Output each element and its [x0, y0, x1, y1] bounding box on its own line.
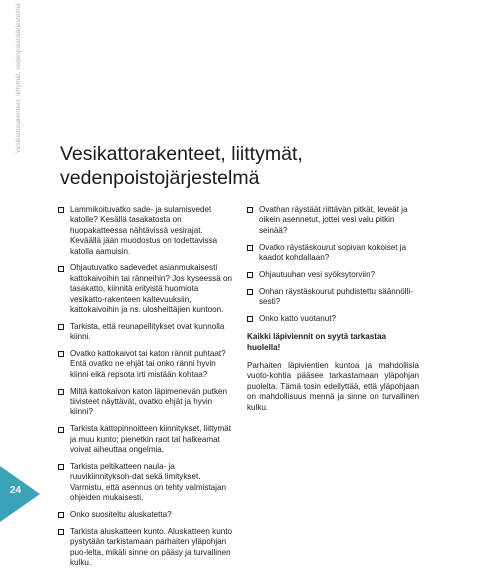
checkbox-icon — [58, 207, 64, 213]
checkbox-icon — [58, 351, 64, 357]
checklist-item-text: Ovathan räystäät riittävän pitkät, leveät ja oikein asennetut, jottei vesi valu pitkin seinää? — [259, 205, 408, 235]
checkbox-icon — [247, 316, 253, 322]
checklist-item — [58, 205, 234, 257]
checklist-item — [58, 462, 234, 504]
checklist-item-text: Ovatko räystäskourut sopivan kokoiset ja kaadot kohdallaan? — [259, 242, 407, 263]
checklist-item — [58, 424, 234, 455]
checklist-item — [58, 527, 234, 569]
page-number: 24 — [10, 485, 22, 496]
checklist-item-text: Ohjautuvatko sadevedet asianmukaisesti kattokaivoihin tai ränneihin? Jos kyseessä on tasakatto, kiinnitä erityistä huomiota vesikatto-rakenteen kaltevuuksiin, kattokaivoihin ja ns. ulosheittäjien kuntoon. — [70, 263, 232, 315]
checklist-item-text: Onhan räystäskourut puhdistettu säännölli-sesti? — [259, 286, 413, 307]
checklist-item-text: Onko suositeltu aluskatetta? — [70, 509, 172, 519]
checklist-item — [247, 243, 419, 264]
checkbox-icon — [58, 324, 64, 330]
checkbox-icon — [58, 512, 64, 518]
checkbox-icon — [247, 245, 253, 251]
checklist-item — [58, 263, 234, 315]
checklist-item-text: Tarkista peltikatteen naula- ja ruuvikiinnityksoh-dat sekä limitykset. Varmistu, että asennus on tehty valmistajan ohjeiden mukaisesti. — [70, 461, 226, 503]
running-header-vertical: Vesikattorakenteet, liittymät, vedenpoistojärjestelmä — [15, 3, 22, 153]
checkbox-icon — [58, 529, 64, 535]
checklist-item — [58, 510, 234, 520]
checklist-item — [247, 314, 419, 324]
checkbox-icon — [58, 266, 64, 272]
checkbox-icon — [58, 389, 64, 395]
checklist-item-text: Tarkista, että reunapellitykset ovat kunnolla kiinni. — [70, 321, 225, 342]
checklist-item-text: Miltä kattokaivon katon läpimenevän putken tiivisteet näyttävät, ovatko ehjät ja hyvin kiinni? — [70, 386, 228, 417]
checklist-item — [247, 287, 419, 308]
page-title — [60, 142, 400, 190]
checkbox-icon — [247, 207, 253, 213]
checklist-item-text: Tarkista kattopinnoitteen kiinnitykset, liittymät ja muu kunto; pienetkin raot tai halkeamat voivat aiheuttaa ongelmia. — [70, 424, 232, 455]
checkbox-icon — [247, 289, 253, 295]
checkbox-icon — [58, 427, 64, 433]
checklist-left-column — [58, 205, 234, 575]
checkbox-icon — [247, 272, 253, 278]
checklist-item-text: Ohjautuuhan vesi syöksytorviin? — [259, 269, 376, 279]
checklist-item — [247, 270, 419, 280]
bold-note: Kaikki läpiviennit on syytä tarkastaa huolella! — [247, 332, 387, 352]
checklist-item — [247, 205, 419, 236]
checklist-item — [58, 322, 234, 343]
body-paragraph: Parhaiten läpivientien kuntoa ja mahdollisia vuoto-kohtia pääsee tarkastamaan yläpohjan puolelta. Tämä tosin edellyttää, että yläpohjaan on mahdollisuus mennä ja sinne on turvallinen kulku. — [247, 361, 419, 412]
checklist-right-column — [247, 205, 419, 413]
title-line-1: Vesikattorakenteet, liittymät, — [60, 143, 303, 165]
checklist-item — [58, 349, 234, 380]
checkbox-icon — [58, 464, 64, 470]
checklist-item-text: Tarkista aluskatteen kunto. Aluskatteen kunto pystytään tarkistamaan parhaiten yläpohjan puo-lelta, mikäli sinne on pääsy ja turvallinen kulku. — [70, 526, 232, 567]
checklist-item-text: Onko katto vuotanut? — [259, 313, 336, 323]
checklist-item-text: Ovatko kattokaivot tai katon rännit puhtaat? Entä ovatko ne ehjät tai onko ränni hyvin kiinni eikä repsota irti mistään kohtaa? — [70, 349, 226, 379]
checklist-item-text: Lammikoituvatko sade- ja sulamisvedet katolle? Kesällä tasakatosta on huopakatteessa nähtävissä vesirajat. Keväällä jään muodostus on todettavissa katolla aamuisin. — [70, 205, 218, 256]
checklist-item — [58, 387, 234, 418]
title-line-2: vedenpoistojärjestelmä — [60, 167, 260, 189]
